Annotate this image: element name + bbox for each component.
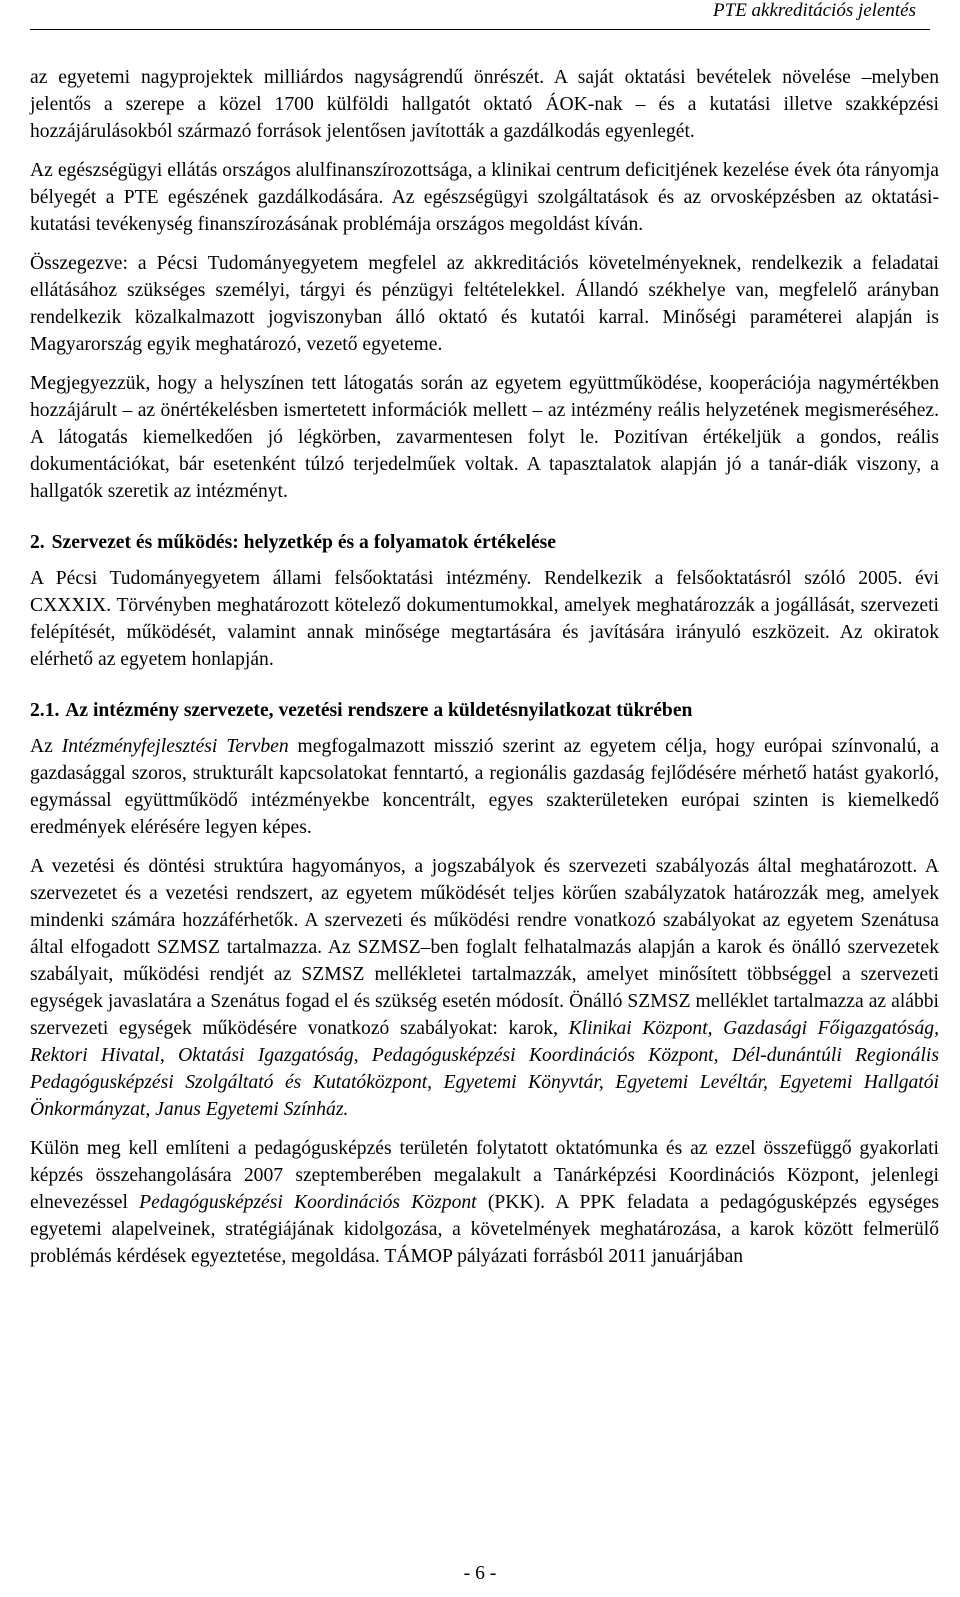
section-2-1-number: 2.1. xyxy=(30,700,60,721)
paragraph-funding: az egyetemi nagyprojektek milliárdos nagyságrendű önrészét. A saját oktatási bevételek növelése –melyben jelentős a szerepe a közel 1700 külföldi hallgatót oktató ÁOK-nak – és a kutatási illetve szakképzési hozzájárulásokból származó források jelentősen javították a gazdálkodás egyenlegét. xyxy=(30,67,939,142)
section-2-paragraph: A Pécsi Tudományegyetem állami felsőoktatási intézmény. Rendelkezik a felsőoktatásról szóló 2005. évi CXXXIX. Törvényben meghatározott kötelező dokumentumokkal, amelyek meghatározzák a jogállását, szervezeti felépítését, működését, valamint annak minősége megtartására és javítására irányuló eszközeit. Az okiratok elérhető az egyetem honlapján. xyxy=(30,568,939,670)
paragraph-summary: Összegezve: a Pécsi Tudományegyetem megfelel az akkreditációs követelményeknek, rendelkezik a feladatai ellátásához szükséges személyi, tárgyi és pénzügyi feltételekkel. Állandó székhelye van, megfelelő arányban rendelkezik közalkalmazott jogviszonyban álló oktató és kutatói karral. Minőségi paraméterei alapján is Magyarország egyik meghatározó, vezető egyeteme. xyxy=(30,253,939,355)
section-2-heading xyxy=(30,529,939,556)
structure-units-list: Klinikai Központ, Gazdasági Főigazgatóság, Rektori Hivatal, Oktatási Igazgatóság, Pedagógusképzési Koordinációs Központ, Dél-dunántúli Regionális Pedagógusképzési Szolgáltató és Kutatóközpont, Egyetemi Könyvtár, Egyetemi Levéltár, Egyetemi Hallgatói Önkormányzat, Janus Egyetemi Színház. xyxy=(30,1018,940,1120)
header-title: PTE akkreditációs jelentés xyxy=(713,0,916,21)
section-2-1-paragraph-structure xyxy=(30,853,939,1123)
section-2-title: Szervezet és működés: helyzetkép és a folyamatok értékelése xyxy=(51,532,557,553)
teacher-training-text-start: Külön meg kell említeni a pedagógusképzés területén folytatott oktatómunka és az ezzel összefüggő gyakorlati képzés összehangolására 2007 szeptemberében megalakult a Tanárképzési Koordinációs Központ, jelenlegi elnevezéssel xyxy=(30,1138,939,1213)
teacher-training-center-name: Pedagógusképzési Koordinációs Központ xyxy=(139,1192,477,1213)
section-2-number: 2. xyxy=(30,532,45,553)
mission-plan-title: Intézményfejlesztési Tervben xyxy=(61,736,289,757)
section-2-1-heading xyxy=(30,697,939,724)
teacher-training-text-rest: (PKK). A PPK feladata a pedagógusképzés egységes egyetemi alapelveinek, stratégiájának kidolgozása, a követelmények meghatározása, a karok között felmerülő problémás kérdések egyeztetése, megoldása. TÁMOP pályázati forrásból 2011 januárjában xyxy=(30,1192,940,1267)
paragraph-visit-notes: Megjegyezzük, hogy a helyszínen tett látogatás során az egyetem együttműködése, kooperációja nagymértékben hozzájárult – az önértékelésben ismertetett információk mellett – az intézmény reális helyzetének megismeréséhez. A látogatás kiemelkedően jó légkörben, zavarmentesen folyt le. Pozitívan értékeljük a gondos, reális dokumentációkat, bár esetenként túlzó terjedelműek voltak. A tapasztalatok alapján jó a tanár-diák viszony, a hallgatók szeretik az intézményt. xyxy=(30,373,939,502)
mission-text-start: Az xyxy=(30,736,62,757)
structure-text: A vezetési és döntési struktúra hagyományos, a jogszabályok és szervezeti szabályozás által meghatározott. A szervezetet és a vezetési rendszert, az egyetem működését teljes körűen szabályzatok határozzák meg, amelyek mindenki számára hozzáférhetők. A szervezeti és működési rendre vonatkozó szabályokat az egyetem Szenátusa által elfogadott SZMSZ tartalmazza. Az SZMSZ–ben foglalt felhatalmazás alapján a karok és önálló szervezetek szabályait, működési rendjét az SZMSZ mellékletei tartalmazzák, amelyet minősített többséggel a szervezeti egységek javaslatára a Szenátus fogad el és szükség esetén módosít. Önálló SZMSZ melléklet tartalmazza az alábbi szervezeti egységek működésére vonatkozó szabályokat: karok, xyxy=(30,856,939,1039)
document-body xyxy=(30,64,939,1282)
mission-text-rest: megfogalmazott misszió szerint az egyetem célja, hogy európai színvonalú, a gazdasággal szoros, strukturált kapcsolatokat fenntartó, a regionális gazdaság fejlődésére mérhető hatást gyakorló, egymással együttműködő intézményekbe koncentrált, egyes szakterületeken európai szinten is kiemelkedő eredmények elérésére legyen képes. xyxy=(30,736,939,838)
paragraph-healthcare: Az egészségügyi ellátás országos alulfinanszírozottsága, a klinikai centrum deficitjének kezelése évek óta rányomja bélyegét a PTE egészének gazdálkodására. Az egészségügyi szolgáltatások és az orvosképzésben az oktatási-kutatási tevékenység finanszírozásának problémája országos megoldást kíván. xyxy=(30,160,939,235)
page-header xyxy=(0,0,960,38)
section-2-1-paragraph-mission xyxy=(30,733,939,841)
page-number: - 6 - xyxy=(463,1563,497,1584)
header-rule xyxy=(30,29,930,30)
section-2-1-paragraph-teacher-training xyxy=(30,1135,939,1270)
section-2-1-title: Az intézmény szervezete, vezetési rendszere a küldetésnyilatkozat tükrében xyxy=(65,700,693,721)
